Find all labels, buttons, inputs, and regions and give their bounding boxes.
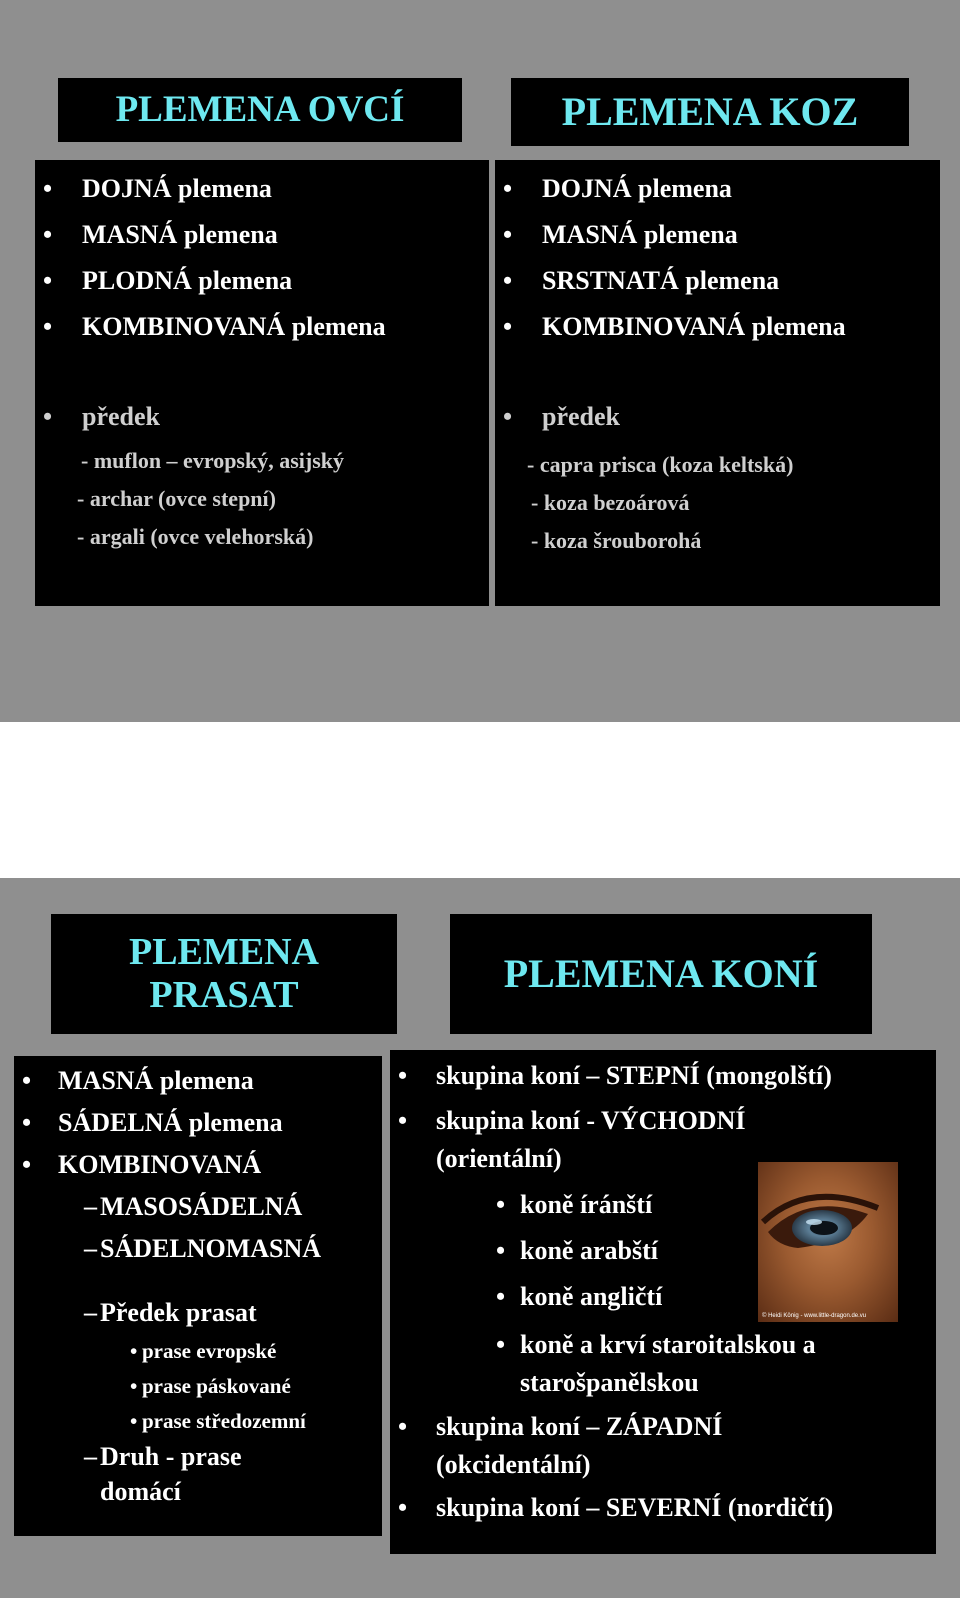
goats-title: PLEMENA KOZ bbox=[561, 88, 859, 134]
list-item: • MASNÁ plemena bbox=[35, 212, 489, 258]
list-item: • KOMBINOVANÁ plemena bbox=[35, 304, 489, 350]
pigs-species: – Druh - prase domácí bbox=[14, 1439, 270, 1509]
horse-eye-icon bbox=[758, 1162, 898, 1322]
list-item: - capra prisca (koza keltská) bbox=[527, 452, 794, 477]
list-item: - muflon – evropský, asijský bbox=[81, 448, 345, 473]
photo-credit: © Heidi König - www.little-dragon.de.vu bbox=[762, 1313, 867, 1319]
pigs-title-box bbox=[51, 914, 397, 1034]
list-item: • koně íránští bbox=[390, 1182, 936, 1228]
goats-content-box bbox=[495, 160, 940, 606]
horse-eye-photo bbox=[758, 1162, 898, 1322]
goats-ancestor-label: • předek bbox=[495, 394, 940, 440]
goats-types-list bbox=[495, 166, 940, 350]
list-item: • KOMBINOVANÁ plemena bbox=[495, 304, 940, 350]
list-item: - koza šrouborohá bbox=[531, 528, 702, 553]
list-item: – MASOSÁDELNÁ bbox=[14, 1186, 382, 1228]
horses-title: PLEMENA KONÍ bbox=[503, 950, 819, 996]
horses-title-box bbox=[450, 914, 872, 1034]
list-item: • MASNÁ plemena bbox=[14, 1060, 382, 1102]
sheep-title-box bbox=[58, 78, 462, 142]
goats-ancestors bbox=[495, 446, 940, 560]
list-item: • koně angličtí bbox=[390, 1274, 936, 1320]
list-item: • prase středozemní bbox=[14, 1404, 382, 1439]
list-item: • DOJNÁ plemena bbox=[35, 166, 489, 212]
horses-group-western: • skupina koní – ZÁPADNÍ (okcidentální) bbox=[390, 1408, 796, 1484]
list-item: • PLODNÁ plemena bbox=[35, 258, 489, 304]
pigs-title-line1: PLEMENA bbox=[129, 931, 319, 974]
pigs-types-list bbox=[14, 1060, 382, 1186]
pigs-combined-list bbox=[14, 1186, 382, 1270]
pigs-content-box bbox=[14, 1056, 382, 1536]
list-item: • prase páskované bbox=[14, 1369, 382, 1404]
list-item: - argali (ovce velehorská) bbox=[77, 524, 314, 549]
list-item: • prase evropské bbox=[14, 1334, 382, 1369]
list-item: • MASNÁ plemena bbox=[495, 212, 940, 258]
sheep-content-box bbox=[35, 160, 489, 606]
sheep-ancestor-label: • předek bbox=[35, 394, 489, 440]
list-item: • koně a krví staroitalskou a starošpanělskou bbox=[390, 1326, 900, 1402]
pigs-ancestors-list bbox=[14, 1334, 382, 1439]
list-item: - koza bezoárová bbox=[531, 490, 690, 515]
list-item: • SRSTNATÁ plemena bbox=[495, 258, 940, 304]
list-item: • KOMBINOVANÁ bbox=[14, 1144, 382, 1186]
list-item: • SÁDELNÁ plemena bbox=[14, 1102, 382, 1144]
sheep-ancestors bbox=[35, 442, 489, 556]
sheep-types-list bbox=[35, 166, 489, 350]
pigs-ancestor-label: – Předek prasat bbox=[14, 1292, 382, 1334]
slide-sheep-goats bbox=[0, 0, 960, 722]
goats-title-box bbox=[511, 78, 909, 146]
horses-group-eastern: • skupina koní - VÝCHODNÍ (orientální) bbox=[390, 1102, 806, 1178]
list-item: – SÁDELNOMASNÁ bbox=[14, 1228, 382, 1270]
horses-group-northern: • skupina koní – SEVERNÍ (nordičtí) bbox=[390, 1488, 936, 1528]
list-item: - archar (ovce stepní) bbox=[77, 486, 276, 511]
sheep-title: PLEMENA OVCÍ bbox=[115, 89, 405, 131]
list-item: • DOJNÁ plemena bbox=[495, 166, 940, 212]
list-item: • koně arabští bbox=[390, 1228, 936, 1274]
horses-group-steppe: • skupina koní – STEPNÍ (mongolští) bbox=[390, 1056, 936, 1096]
pigs-title-line2: PRASAT bbox=[149, 974, 299, 1016]
